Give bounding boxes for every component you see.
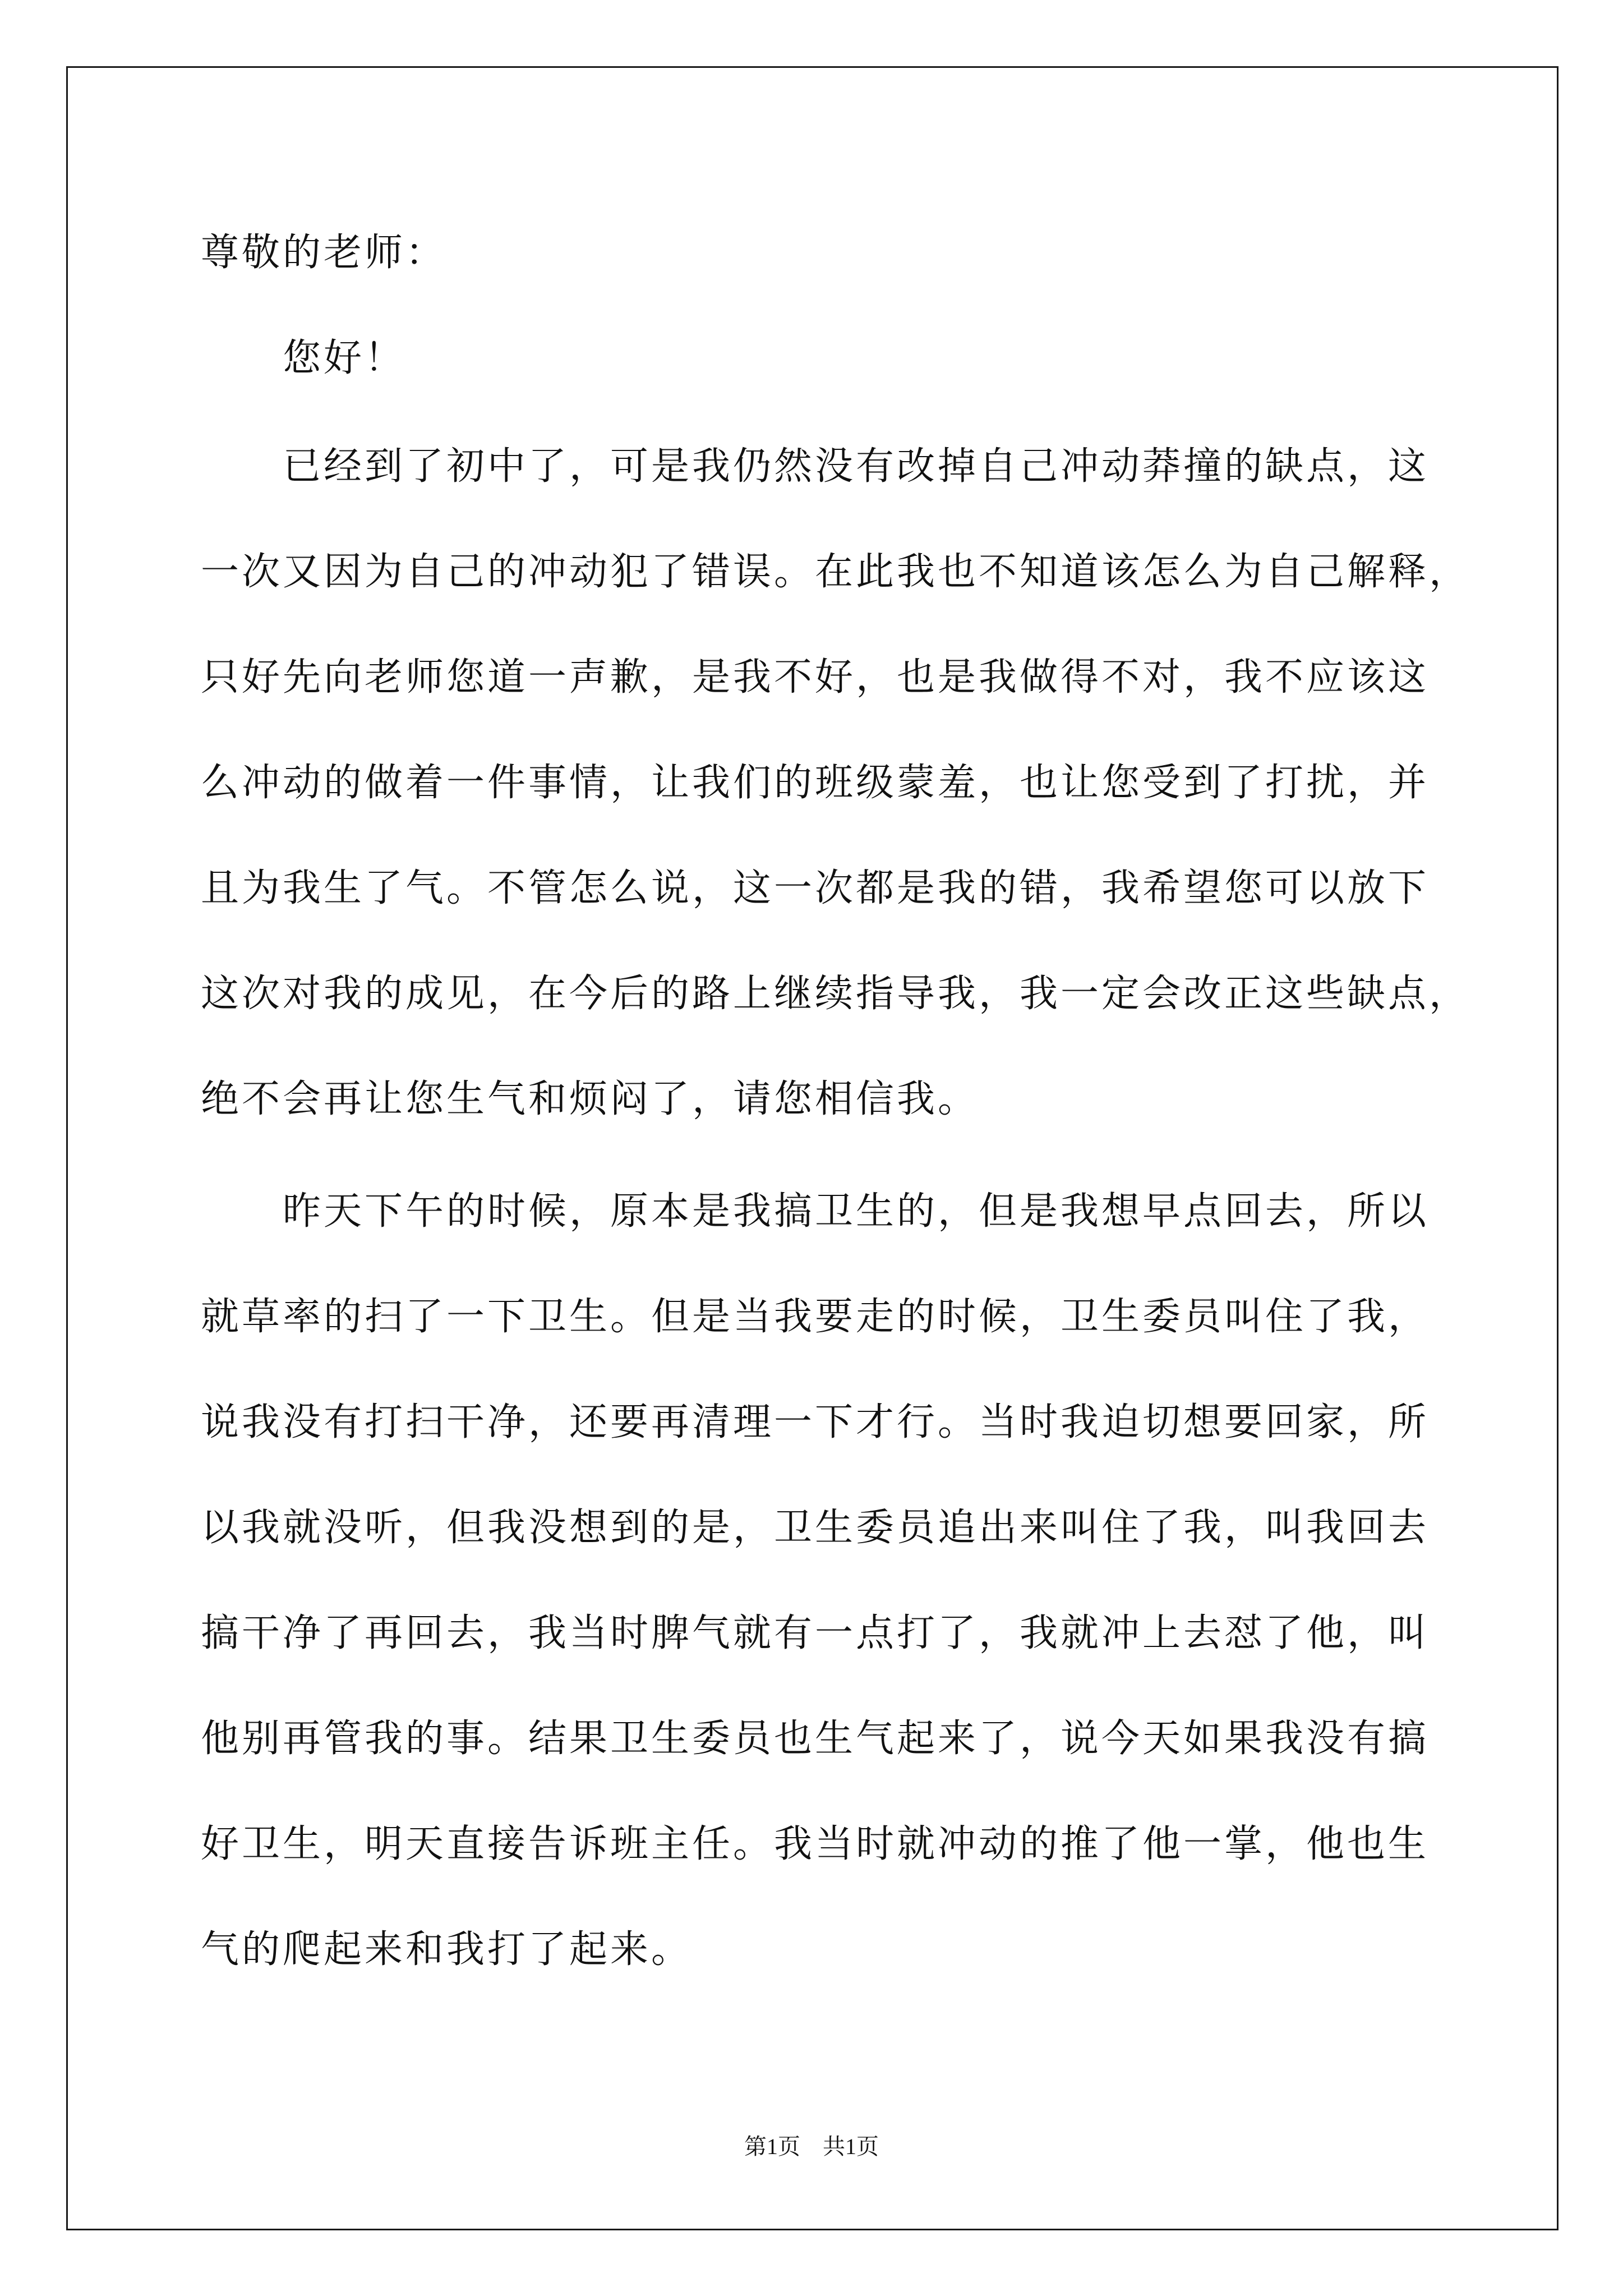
paragraph-line: 说我没有打扫干净，还要再清理一下才行。当时我迫切想要回家，所 [201,1401,1430,1443]
paragraph-line: 已经到了初中了，可是我仍然没有改掉自己冲动莽撞的缺点，这 [283,445,1430,487]
paragraph-line: 绝不会再让您生气和烦闷了，请您相信我。 [201,1078,979,1120]
paragraph-line: 气的爬起来和我打了起来。 [201,1928,693,1971]
paragraph-line: 就草率的扫了一下卫生。但是当我要走的时候，卫生委员叫住了我， [201,1295,1430,1338]
paragraph-line: 么冲动的做着一件事情，让我们的班级蒙羞，也让您受到了打扰，并 [201,761,1430,804]
paragraph-line: 一次又因为自己的冲动犯了错误。在此我也不知道该怎么为自己解释， [201,550,1470,593]
paragraph [201,1158,1470,2002]
paragraph-line: 以我就没听，但我没想到的是，卫生委员追出来叫住了我，叫我回去 [201,1506,1430,1549]
letter-body [201,200,1470,2002]
paragraph-line: 昨天下午的时候，原本是我搞卫生的，但是我想早点回去，所以 [283,1190,1430,1232]
salutation: 尊敬的老师： [201,231,447,274]
paragraph-line: 好卫生，明天直接告诉班主任。我当时就冲动的推了他一掌，他也生 [201,1823,1430,1865]
page-indicator: 第1页 共1页 [744,2134,879,2159]
paragraph-line: 只好先向老师您道一声歉，是我不好，也是我做得不对，我不应该这 [201,656,1430,698]
paragraph-line: 这次对我的成见，在今后的路上继续指导我，我一定会改正这些缺点， [201,972,1470,1015]
paragraph [201,413,1470,1152]
paragraph-line: 且为我生了气。不管怎么说，这一次都是我的错，我希望您可以放下 [201,867,1430,909]
paragraph-line: 他别再管我的事。结果卫生委员也生气起来了，说今天如果我没有搞 [201,1717,1430,1760]
greeting: 您好！ [283,337,406,379]
paragraph-line: 搞干净了再回去，我当时脾气就有一点打了，我就冲上去怼了他，叫 [201,1612,1430,1654]
